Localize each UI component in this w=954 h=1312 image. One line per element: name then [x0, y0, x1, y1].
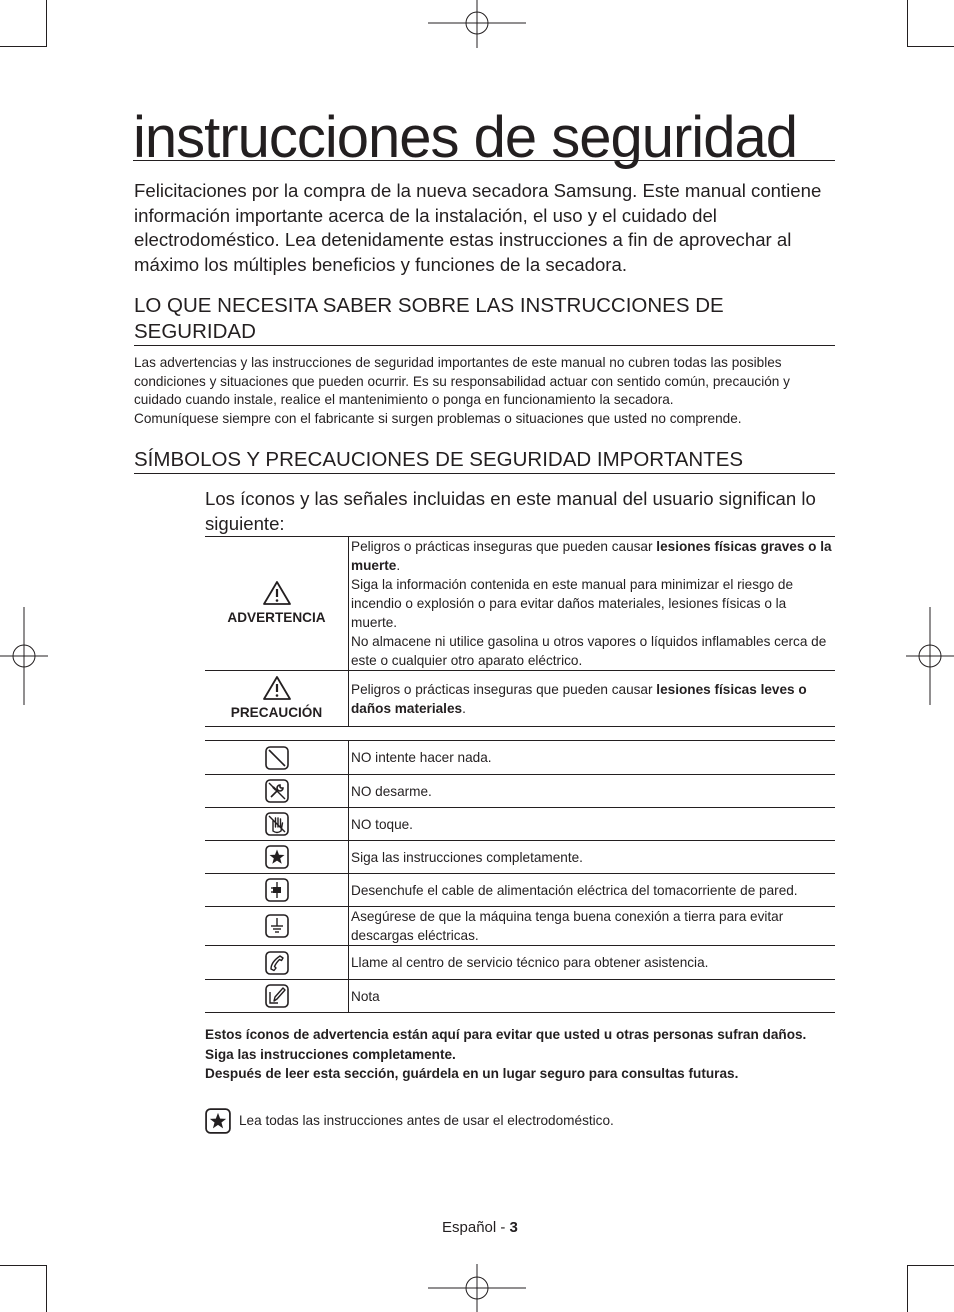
symbol-icon-cell — [205, 741, 349, 775]
symbols-lead-text: Los íconos y las señales incluidas en este manual del usuario significan lo siguiente: — [205, 488, 816, 534]
contact-manufacturer-paragraph: Comuníquese siempre con el fabricante si surgen problemas o situaciones que usted no comprende. — [134, 411, 742, 426]
crop-mark — [46, 1265, 47, 1312]
symbol-icon-cell — [205, 980, 349, 1013]
symbol-icon-cell — [205, 841, 349, 874]
symbol-icon-cell — [205, 907, 349, 946]
warning-line-1-bold: lesiones físicas graves o la muerte — [351, 539, 832, 573]
table-row — [205, 946, 835, 980]
caution-text-bold: lesiones físicas leves o daños materiales — [351, 681, 807, 716]
registration-mark-icon — [428, 1264, 526, 1312]
symbol-text: Siga las instrucciones completamente. — [349, 841, 836, 874]
no-disassemble-icon — [265, 779, 289, 803]
caution-text-end: . — [462, 700, 466, 716]
page-number: 3 — [509, 1219, 518, 1236]
table-row — [205, 741, 835, 775]
warning-line-3: No almacene ni utilice gasolina u otros vapores o líquidos inflamables cerca de este o cualquier otro aparato eléctrico. — [351, 634, 827, 668]
symbol-text: Asegúrese de que la máquina tenga buena conexión a tierra para evitar descargas eléctricas. — [349, 907, 836, 946]
crop-mark — [0, 46, 47, 47]
warning-line-1-text: Peligros o prácticas inseguras que pueden causar — [351, 539, 657, 554]
intro-paragraph: Felicitaciones por la compra de la nueva secadora Samsung. Este manual contiene información importante acerca de la instalación, el uso y el cuidado del electrodoméstico. Lea detenidamente estas instrucciones a fin de aprovechar al máximo los múltiples beneficios y funciones de la secadora. — [134, 180, 822, 275]
no-attempt-icon — [265, 746, 289, 770]
registration-mark-icon — [428, 0, 526, 48]
crop-mark — [907, 0, 908, 47]
follow-instructions-icon — [205, 1108, 231, 1134]
symbol-text: Llame al centro de servicio técnico para obtener asistencia. — [349, 946, 836, 980]
symbol-text: NO intente hacer nada. — [349, 741, 836, 775]
table-row — [205, 907, 835, 946]
warning-line-1 — [351, 537, 835, 575]
page-title: instrucciones de seguridad — [133, 106, 835, 161]
symbol-text: Desenchufe el cable de alimentación eléctrica del tomacorriente de pared. — [349, 874, 836, 907]
table-row — [205, 775, 835, 808]
section-heading-safety-info: LO QUE NECESITA SABER SOBRE LAS INSTRUCCIONES DE SEGURIDAD — [134, 293, 835, 346]
warning-cell — [205, 537, 349, 671]
read-all-line — [205, 1108, 614, 1134]
note-3: Después de leer esta sección, guárdela en un lugar seguro para consultas futuras. — [205, 1066, 739, 1081]
symbol-text: NO desarme. — [349, 775, 836, 808]
note-icon — [265, 984, 289, 1008]
ground-icon — [265, 914, 289, 938]
caution-text-cell — [349, 671, 836, 727]
table-row-caution — [205, 671, 835, 727]
crop-mark — [46, 0, 47, 47]
registration-mark-icon — [0, 607, 48, 705]
no-touch-icon — [265, 812, 289, 836]
page-footer — [442, 1218, 518, 1238]
crop-mark — [907, 46, 954, 47]
symbol-icon-cell — [205, 808, 349, 841]
note-1: Estos íconos de advertencia están aquí para evitar que usted u otras personas sufran daños. — [205, 1027, 807, 1042]
unplug-icon — [265, 878, 289, 902]
warning-label: ADVERTENCIA — [227, 610, 326, 625]
caution-cell — [205, 671, 349, 727]
registration-mark-icon — [906, 607, 954, 705]
warning-line-1-end: . — [396, 558, 401, 573]
caution-text: Peligros o prácticas inseguras que pueden causar — [351, 681, 657, 697]
table-row — [205, 841, 835, 874]
follow-instructions-icon — [265, 845, 289, 869]
table-row-warning — [205, 537, 835, 671]
table-row — [205, 980, 835, 1013]
crop-mark — [907, 1265, 954, 1266]
caution-label: PRECAUCIÓN — [230, 705, 323, 720]
table-spacer-row — [205, 727, 835, 741]
warning-line-2: Siga la información contenida en este manual para minimizar el riesgo de incendio o explosión o para evitar daños materiales, lesiones físicas o la muerte. — [351, 577, 794, 630]
read-all-text: Lea todas las instrucciones antes de usar el electrodoméstico. — [239, 1113, 614, 1128]
caution-triangle-icon — [262, 675, 292, 701]
symbol-icon-cell — [205, 874, 349, 907]
warning-triangle-icon — [262, 580, 292, 606]
symbol-icon-cell — [205, 946, 349, 980]
note-2: Siga las instrucciones completamente. — [205, 1046, 456, 1062]
symbol-text: Nota — [349, 980, 836, 1013]
spacer-cell — [205, 727, 835, 741]
notes-block — [205, 1025, 835, 1084]
crop-mark — [0, 1265, 47, 1266]
warning-text-cell — [349, 537, 836, 671]
table-row — [205, 808, 835, 841]
symbol-text: NO toque. — [349, 808, 836, 841]
section-heading-symbols: SÍMBOLOS Y PRECAUCIONES DE SEGURIDAD IMPORTANTES — [134, 447, 835, 474]
table-row — [205, 874, 835, 907]
footer-language: Español - — [442, 1219, 510, 1236]
safety-info-paragraph: Las advertencias y las instrucciones de seguridad importantes de este manual no cubren todas las posibles condiciones y situaciones que pueden ocurrir. Es su responsabilidad actuar con sentido común, precaución y cuidado cuando instale, realice el mantenimiento o ponga en funcionamiento la secadora. — [134, 355, 790, 407]
phone-icon — [265, 951, 289, 975]
crop-mark — [907, 1265, 908, 1312]
symbols-table — [205, 536, 835, 1013]
symbol-icon-cell — [205, 775, 349, 808]
